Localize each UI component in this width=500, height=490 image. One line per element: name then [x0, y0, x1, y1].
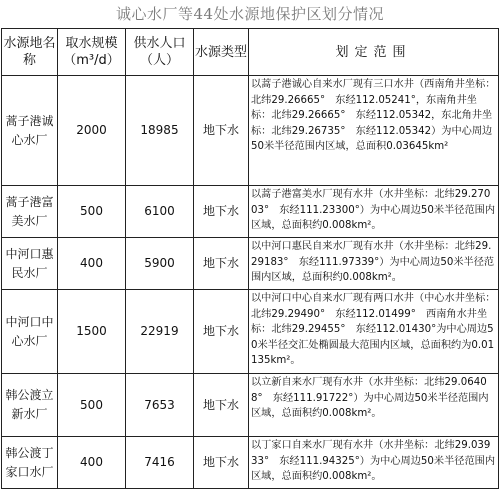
cell-intake: 500: [58, 186, 126, 238]
page-title: 诚心水厂等44处水源地保护区划分情况: [115, 5, 385, 23]
cell-name: 韩公渡丁家口水厂: [2, 437, 58, 489]
table-row: [2, 437, 499, 489]
cell-scope: 以中河口中心自来水厂现有两口水井（中心水井坐标：北纬29.29490° 东经112.01499° 西南角水井坐标：北纬29.29455° 东经112.01430°为中心周边50米半径交汇处椭圆最大范围内区域，总面积约为0.01135km²。: [249, 290, 499, 374]
table-row: [2, 374, 499, 437]
cell-population: 7416: [126, 437, 194, 489]
cell-intake: 500: [58, 374, 126, 437]
cell-scope: 以丁家口自来水厂现有水井（水井坐标：北纬29.03933° 东经111.94325°）为中心周边50米半径范围内区域，总面积约0.008km²。: [249, 437, 499, 489]
header-population-main: 供水人口: [133, 36, 186, 51]
header-type: 水源类型: [194, 29, 249, 76]
cell-type: 地下水: [194, 374, 249, 437]
cell-type: 地下水: [194, 437, 249, 489]
cell-scope: 以蒿子港诚心自来水厂现有三口水井（西南角井坐标：北纬29.26665° 东经112.05241°，东南角井坐标：北纬29.26665° 东经112.05342，东北角井坐标：北纬29.26735° 东经112.05342）为中心周边50米半径范围内区域，总面积0.03645km²: [249, 76, 499, 186]
cell-type: 地下水: [194, 186, 249, 238]
cell-name: 蒿子港富美水厂: [2, 186, 58, 238]
cell-scope: 以蒿子港富美水厂现有水井（水井坐标：北纬29.27003° 东经111.23300°）为中心周边50米半径范围内区域，总面积约0.008km²。: [249, 186, 499, 238]
cell-type: 地下水: [194, 238, 249, 290]
cell-intake: 1500: [58, 290, 126, 374]
cell-intake: 400: [58, 238, 126, 290]
header-intake: [58, 29, 126, 76]
cell-name: 韩公渡立新水厂: [2, 374, 58, 437]
cell-population: 6100: [126, 186, 194, 238]
header-intake-main: 取水规模: [65, 36, 118, 51]
cell-population: 7653: [126, 374, 194, 437]
cell-scope: 以立新自来水厂现有水井（水井坐标：北纬29.06408° 东经111.91722°）为中心周边50米半径范围内区域，总面积约0.008km²。: [249, 374, 499, 437]
table-row: [2, 290, 499, 374]
table-row: [2, 76, 499, 186]
cell-intake: 400: [58, 437, 126, 489]
header-population: [126, 29, 194, 76]
cell-name: 蒿子港诚心水厂: [2, 76, 58, 186]
water-source-table: [1, 28, 499, 489]
cell-type: 地下水: [194, 76, 249, 186]
cell-name: 中河口惠民水厂: [2, 238, 58, 290]
cell-population: 5900: [126, 238, 194, 290]
cell-population: 22919: [126, 290, 194, 374]
cell-type: 地下水: [194, 290, 249, 374]
header-intake-unit: （m³/d）: [63, 53, 120, 68]
header-name: 水源地名称: [2, 29, 58, 76]
cell-name: 中河口中心水厂: [2, 290, 58, 374]
table-row: [2, 186, 499, 238]
table-header-row: [2, 29, 499, 76]
table-row: [2, 238, 499, 290]
cell-intake: 2000: [58, 76, 126, 186]
header-population-unit: （人）: [139, 53, 179, 68]
cell-scope: 以中河口惠民自来水厂现有水井（水井坐标：北纬29.29183° 东经111.97339°）为中心周边50米半径范围内区域，总面积约0.008km²。: [249, 238, 499, 290]
cell-population: 18985: [126, 76, 194, 186]
header-scope: 划定范围: [249, 29, 499, 76]
